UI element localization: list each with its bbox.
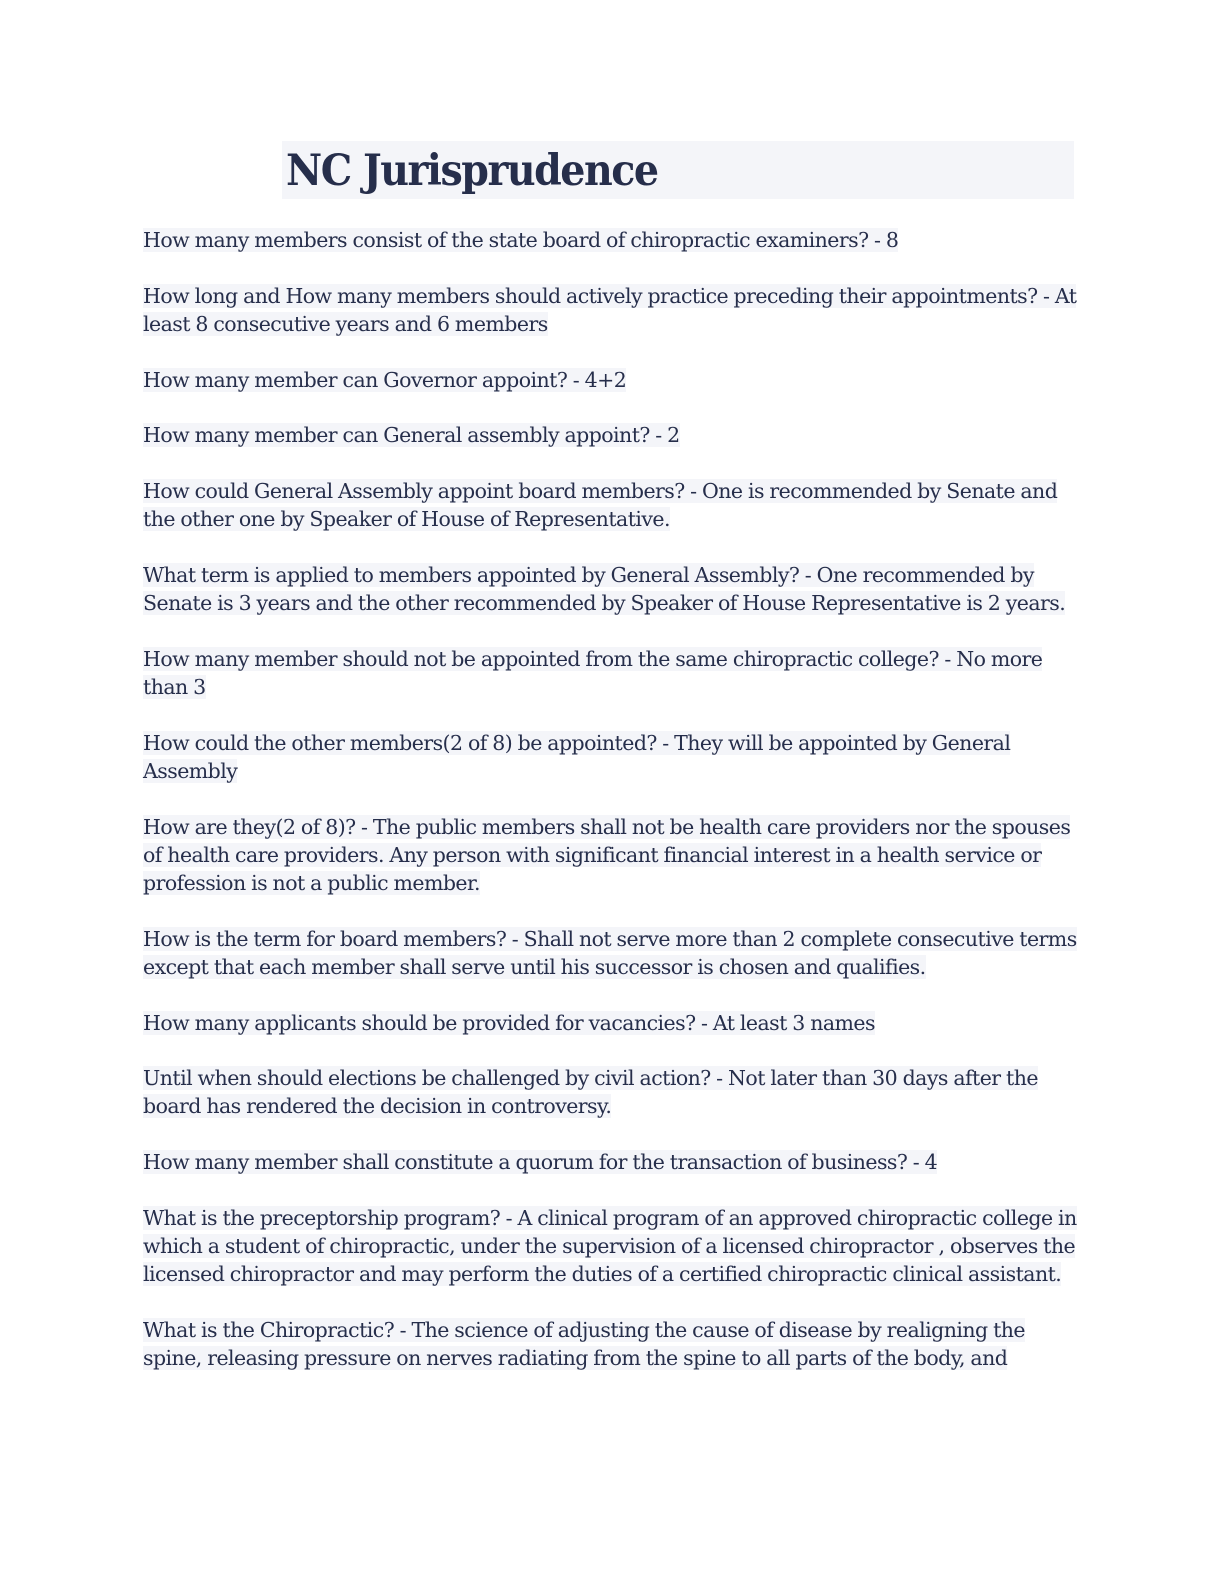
qa-item: [143, 729, 1083, 785]
qa-item: [143, 561, 1083, 617]
qa-item: [143, 925, 1083, 981]
qa-item: [143, 1064, 1083, 1120]
qa-text: How many member shall constitute a quorum for the transaction of business? - 4: [143, 1150, 938, 1175]
qa-list: [143, 226, 1083, 1400]
qa-item: [143, 1316, 1083, 1372]
qa-item: [143, 226, 1083, 254]
qa-text: How could the other members(2 of 8) be appointed? - They will be appointed by General Assembly: [143, 730, 1011, 783]
qa-text: How are they(2 of 8)? - The public members shall not be health care providers nor the spouses of health care providers. Any person with significant financial interest in a health service or profession is not a public member.: [143, 814, 1071, 895]
qa-text: How could General Assembly appoint board members? - One is recommended by Senate and the other one by Speaker of House of Representative.: [143, 479, 1058, 532]
qa-text: How many members consist of the state board of chiropractic examiners? - 8: [143, 228, 899, 252]
qa-text: What term is applied to members appointed by General Assembly? - One recommended by Senate is 3 years and the other recommended by Speaker of House Representative is 2 years.: [143, 563, 1066, 616]
qa-text: How many member can Governor appoint? - 4+2: [143, 367, 627, 392]
qa-text: What is the preceptorship program? - A clinical program of an approved chiropractic college in which a student of chiropractic, under the supervision of a licensed chiropractor , observes the licensed chiropractor and may perform the duties of a certified chiropractic clinical assistant.: [143, 1206, 1077, 1287]
qa-item: [143, 1148, 1083, 1176]
qa-text: What is the Chiropractic? - The science of adjusting the cause of disease by realigning the spine, releasing pressure on nerves radiating from the spine to all parts of the body, and: [143, 1317, 1025, 1371]
qa-text: How long and How many members should actively practice preceding their appointments? - At least 8 consecutive years and 6 members: [143, 283, 1077, 336]
qa-item: [143, 1204, 1083, 1288]
qa-text: How many member can General assembly appoint? - 2: [143, 423, 680, 448]
qa-item: [143, 282, 1083, 338]
qa-item: [143, 1009, 1083, 1037]
qa-item: [143, 477, 1083, 533]
qa-text: How is the term for board members? - Shall not serve more than 2 complete consecutive terms except that each member shall serve until his successor is chosen and qualifies.: [143, 926, 1077, 979]
qa-text: Until when should elections be challenged by civil action? - Not later than 30 days after the board has rendered the decision in controversy.: [143, 1066, 1038, 1119]
qa-item: [143, 645, 1083, 701]
qa-item: [143, 421, 1083, 449]
document-title: NC Jurisprudence: [286, 146, 658, 196]
qa-item: [143, 366, 1083, 394]
qa-text: How many applicants should be provided for vacancies? - At least 3 names: [143, 1010, 875, 1035]
qa-text: How many member should not be appointed from the same chiropractic college? - No more than 3: [143, 646, 1043, 700]
qa-item: [143, 813, 1083, 897]
